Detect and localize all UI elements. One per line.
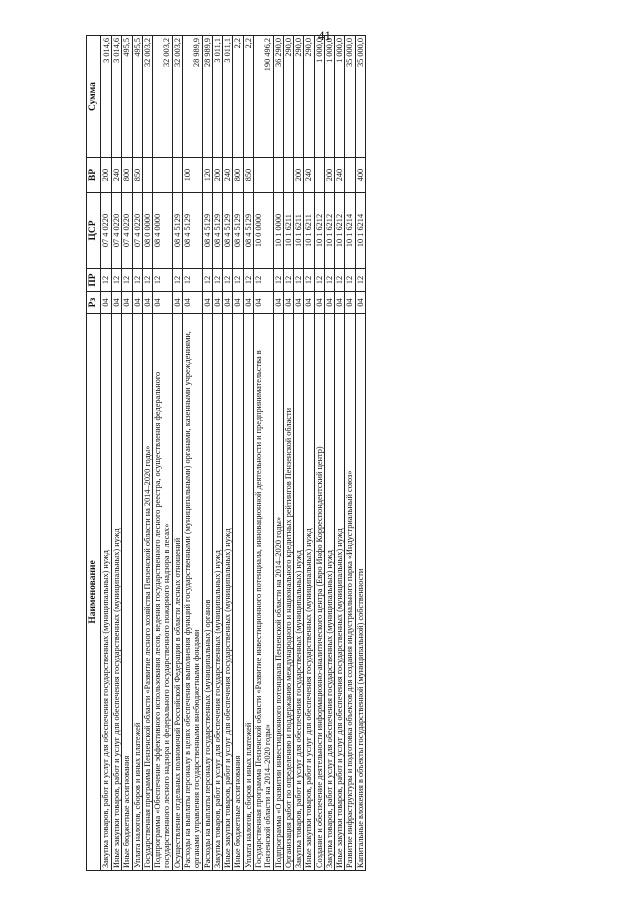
row-rz: 04 [223,292,233,314]
row-sum: 3 014,6 [101,36,112,158]
row-sum: 2,2 [243,36,253,158]
page-number: 41 [318,28,331,43]
row-csr: 10 1 6212 [324,193,334,269]
row-csr: 10 1 6211 [304,193,314,269]
row-pr: 12 [122,269,132,292]
row-vr: 850 [243,158,253,193]
row-name: Иные бюджетные ассигнования [233,314,243,871]
row-pr: 12 [223,269,233,292]
row-csr: 08 0 0000 [142,193,152,269]
row-pr: 12 [304,269,314,292]
header-rz: Рз [87,292,101,314]
table-row [283,36,293,871]
row-name: Подпрограмма «Обеспечение эффективного использования лесов, ведения государственного лесного реестра, осуществления федерального государственного лесного надзора и федерального государственного пожарного надзора в лесах» [153,314,173,871]
row-rz: 04 [294,292,304,314]
header-vr: ВР [87,158,101,193]
row-pr: 12 [101,269,112,292]
row-csr: 10 0 0000 [253,193,273,269]
row-rz: 04 [233,292,243,314]
row-csr: 10 1 6211 [283,193,293,269]
row-csr: 08 4 0000 [153,193,173,269]
row-pr: 12 [283,269,293,292]
table-row [212,36,222,871]
row-name: Уплата налогов, сборов и иных платежей [243,314,253,871]
table-row [202,36,212,871]
table-row [355,36,365,871]
row-vr: 240 [223,158,233,193]
row-pr: 12 [153,269,173,292]
row-rz: 04 [335,292,345,314]
row-pr: 12 [182,269,202,292]
row-csr: 08 4 5129 [223,193,233,269]
row-vr: 240 [112,158,122,193]
row-sum: 1 000,0 [314,36,324,158]
row-pr: 12 [243,269,253,292]
row-sum: 495,5 [132,36,142,158]
row-vr [253,158,273,193]
row-pr: 12 [142,269,152,292]
row-name: Подпрограмма «О развитии инвестиционного потенциала Пензенской области на 2014–2020 годы» [273,314,283,871]
row-rz: 04 [122,292,132,314]
row-pr: 12 [202,269,212,292]
row-csr: 08 4 5129 [172,193,182,269]
budget-table [86,35,366,871]
row-csr: 07 4 0220 [112,193,122,269]
row-sum: 190 496,2 [253,36,273,158]
table-row [122,36,132,871]
row-csr: 10 1 6212 [335,193,345,269]
row-sum: 28 989,9 [202,36,212,158]
row-pr: 12 [273,269,283,292]
row-csr: 07 4 0220 [132,193,142,269]
row-vr [172,158,182,193]
row-csr: 08 4 5129 [182,193,202,269]
row-sum: 1 000,0 [335,36,345,158]
table-row [172,36,182,871]
rotated-table-container [86,36,561,871]
row-name: Осуществление отдельных полномочий Российской Федерации в области лесных отношений [172,314,182,871]
row-vr: 800 [233,158,243,193]
row-csr: 08 4 5129 [233,193,243,269]
table-row [142,36,152,871]
row-vr: 200 [101,158,112,193]
table-row [132,36,142,871]
header-name: Наименование [87,314,101,871]
table-row [233,36,243,871]
row-vr: 800 [122,158,132,193]
row-rz: 04 [182,292,202,314]
row-name: Капитальные вложения в объекты государственной (муниципальной) собственности [355,314,365,871]
row-vr: 200 [324,158,334,193]
row-name: Иные закупки товаров, работ и услуг для обеспечения государственных (муниципальных) нужд [223,314,233,871]
row-rz: 04 [172,292,182,314]
row-name: Государственная программа Пензенской области «Развитие инвестиционного потенциала, инновационной деятельности и предпринимательства в Пензенской области на 2014–2020 годы» [253,314,273,871]
row-name: Закупка товаров, работ и услуг для обеспечения государственных (муниципальных) нужд [101,314,112,871]
row-sum: 3 011,1 [223,36,233,158]
row-name: Иные бюджетные ассигнования [122,314,132,871]
table-row [243,36,253,871]
row-sum: 32 003,2 [172,36,182,158]
row-csr: 10 1 0000 [273,193,283,269]
row-pr: 12 [212,269,222,292]
table-row [253,36,273,871]
table-row [345,36,355,871]
row-csr: 10 1 6214 [345,193,355,269]
row-pr: 12 [345,269,355,292]
row-sum: 290,0 [304,36,314,158]
row-rz: 04 [202,292,212,314]
row-pr: 12 [355,269,365,292]
row-rz: 04 [355,292,365,314]
row-sum: 2,2 [233,36,243,158]
row-name: Развитие инфраструктуры и подготовка объектов для создания индустриального парка «Индустриальный союз» [345,314,355,871]
row-sum: 495,5 [122,36,132,158]
row-sum: 290,0 [283,36,293,158]
header-sum: Сумма [87,36,101,158]
row-vr: 240 [335,158,345,193]
table-row [223,36,233,871]
row-sum: 32 003,2 [142,36,152,158]
row-sum: 290,0 [294,36,304,158]
row-vr: 100 [182,158,202,193]
row-rz: 04 [273,292,283,314]
row-name: Создание и обеспечение деятельности информационно-аналитического центра (Евро Инфо Корреспондентский центр) [314,314,324,871]
row-name: Организация работ по определению и поддержанию международного и национального кредитных рейтингов Пензенской области [283,314,293,871]
row-pr: 12 [233,269,243,292]
table-row [153,36,173,871]
table-row [324,36,334,871]
table-header-row [87,36,101,871]
row-pr: 12 [335,269,345,292]
row-csr: 08 4 5129 [243,193,253,269]
row-sum: 3 014,6 [112,36,122,158]
row-name: Уплата налогов, сборов и иных платежей [132,314,142,871]
row-csr: 10 1 6211 [294,193,304,269]
row-rz: 04 [142,292,152,314]
row-sum: 3 011,1 [212,36,222,158]
row-pr: 12 [132,269,142,292]
row-rz: 04 [243,292,253,314]
row-name: Иные закупки товаров, работ и услуг для обеспечения государственных (муниципальных) нужд [112,314,122,871]
row-vr: 200 [212,158,222,193]
row-rz: 04 [283,292,293,314]
row-vr [314,158,324,193]
row-rz: 04 [253,292,273,314]
row-rz: 04 [324,292,334,314]
table-row [314,36,324,871]
row-sum: 1 000,0 [324,36,334,158]
row-rz: 04 [153,292,173,314]
row-csr: 07 4 0220 [101,193,112,269]
row-vr: 240 [304,158,314,193]
row-pr: 12 [324,269,334,292]
table-row [294,36,304,871]
table-row [182,36,202,871]
header-pr: ПР [87,269,101,292]
row-name: Расходы на выплаты персоналу в целях обеспечения выполнения функций государственными (муниципальными) органами, казенными учреждениями, органами управления государственными внебюджетными фондами [182,314,202,871]
row-csr: 10 1 6214 [355,193,365,269]
row-sum: 32 003,2 [153,36,173,158]
row-sum: 35 000,0 [345,36,355,158]
row-vr [273,158,283,193]
row-rz: 04 [101,292,112,314]
row-csr: 07 4 0220 [122,193,132,269]
row-sum: 35 000,0 [355,36,365,158]
row-vr [345,158,355,193]
row-name: Закупка товаров, работ и услуг для обеспечения государственных (муниципальных) нужд [324,314,334,871]
row-pr: 12 [172,269,182,292]
row-sum: 28 989,9 [182,36,202,158]
row-rz: 04 [345,292,355,314]
row-rz: 04 [314,292,324,314]
row-name: Расходы на выплаты персоналу государственных (муниципальных) органов [202,314,212,871]
row-vr [153,158,173,193]
row-csr: 08 4 5129 [202,193,212,269]
row-rz: 04 [132,292,142,314]
row-pr: 12 [253,269,273,292]
row-vr: 200 [294,158,304,193]
table-row [335,36,345,871]
row-vr [142,158,152,193]
row-vr [283,158,293,193]
row-sum: 36 290,0 [273,36,283,158]
row-rz: 04 [112,292,122,314]
row-pr: 12 [314,269,324,292]
table-row [304,36,314,871]
table-row [273,36,283,871]
row-name: Закупка товаров, работ и услуг для обеспечения государственных (муниципальных) нужд [212,314,222,871]
table-row [101,36,112,871]
row-rz: 04 [304,292,314,314]
row-vr: 400 [355,158,365,193]
header-csr: ЦСР [87,193,101,269]
row-name: Иные закупки товаров, работ и услуг для обеспечения государственных (муниципальных) нужд [304,314,314,871]
row-pr: 12 [112,269,122,292]
table-row [112,36,122,871]
row-name: Закупка товаров, работ и услуг для обеспечения государственных (муниципальных) нужд [294,314,304,871]
row-pr: 12 [294,269,304,292]
row-rz: 04 [212,292,222,314]
row-name: Иные закупки товаров, работ и услуг для обеспечения государственных (муниципальных) нужд [335,314,345,871]
row-name: Государственная программа Пензенской области «Развитие лесного хозяйства Пензенской области на 2014–2020 годы» [142,314,152,871]
row-csr: 08 4 5129 [212,193,222,269]
row-vr: 120 [202,158,212,193]
row-vr: 850 [132,158,142,193]
row-csr: 10 1 6212 [314,193,324,269]
